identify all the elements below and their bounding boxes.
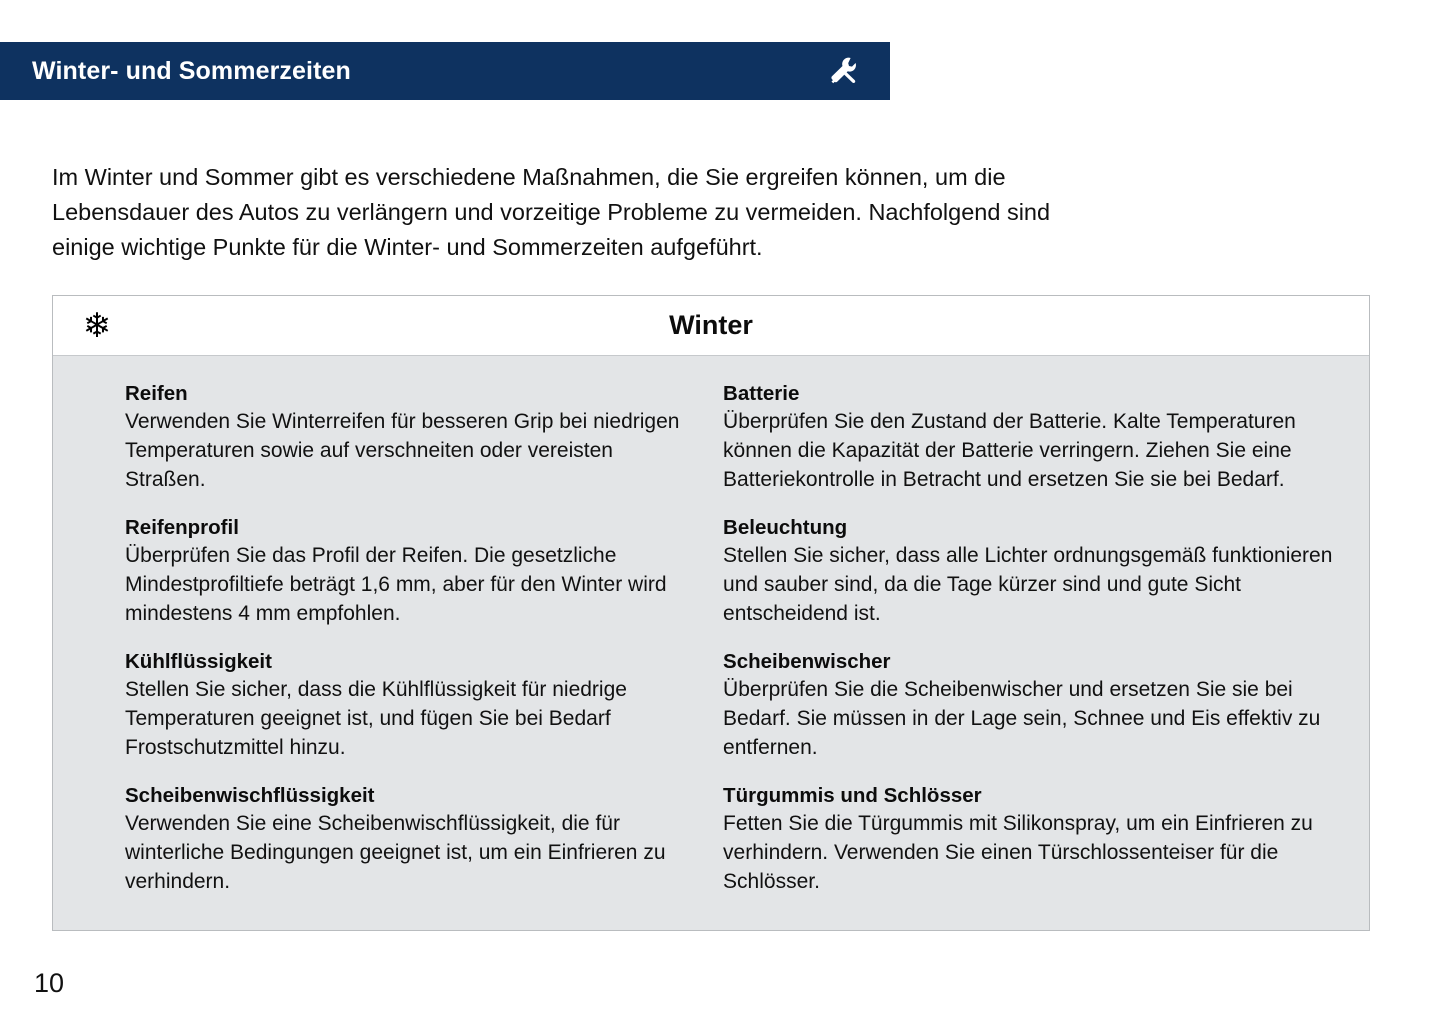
page-number: 10 [34, 968, 65, 998]
item-title: Türgummis und Schlösser [723, 784, 982, 807]
winter-panel-body [53, 356, 1369, 930]
tools-icon [826, 54, 860, 88]
item-title: Batterie [723, 382, 800, 405]
item-title: Scheibenwischer [723, 650, 891, 673]
winter-left-column [53, 382, 707, 896]
page-title: Winter- und Sommerzeiten [32, 56, 351, 85]
section-header-bar [0, 42, 890, 100]
list-item [723, 784, 1339, 896]
winter-panel-title: Winter [669, 310, 753, 340]
intro-paragraph: Im Winter und Sommer gibt es verschiedene Maßnahmen, die Sie ergreifen können, um die Lebensdauer des Autos zu verlängern und vorzeitige Probleme zu vermeiden. Nachfolgend sind einige wichtige Punkte für die Winter- und Sommerzeiten aufgeführt. [52, 163, 1051, 260]
winter-right-column [707, 382, 1369, 896]
item-title: Scheibenwischflüssigkeit [125, 784, 375, 807]
item-title: Kühlflüssigkeit [125, 650, 272, 673]
item-title: Beleuchtung [723, 516, 848, 539]
item-text: Verwenden Sie eine Scheibenwischflüssigkeit, die für winterliche Bedingungen geeignet ist, um ein Einfrieren zu verhindern. [125, 812, 666, 893]
item-text: Verwenden Sie Winterreifen für besseren Grip bei niedrigen Temperaturen sowie auf verschneiten oder vereisten Straßen. [125, 410, 680, 491]
winter-panel-header [53, 296, 1369, 356]
winter-panel [52, 295, 1370, 931]
item-text: Stellen Sie sicher, dass alle Lichter ordnungsgemäß funktionieren und sauber sind, da die Tage kürzer sind und gute Sicht entscheidend ist. [723, 544, 1333, 625]
item-title: Reifen [125, 382, 188, 405]
item-text: Stellen Sie sicher, dass die Kühlflüssigkeit für niedrige Temperaturen geeignet ist, und fügen Sie bei Bedarf Frostschutzmittel hinzu. [125, 678, 627, 759]
snowflake-icon: ❄ [82, 306, 112, 345]
list-item [723, 516, 1339, 628]
item-text: Überprüfen Sie den Zustand der Batterie. Kalte Temperaturen können die Kapazität der Batterie verringern. Ziehen Sie eine Batteriekontrolle in Betracht und ersetzen Sie sie bei Bedarf. [723, 410, 1296, 491]
item-text: Überprüfen Sie das Profil der Reifen. Die gesetzliche Mindestprofiltiefe beträgt 1,6 mm, aber für den Winter wird mindestens 4 mm empfohlen. [125, 544, 667, 625]
list-item [723, 650, 1339, 762]
list-item [125, 650, 687, 762]
list-item [125, 516, 687, 628]
item-text: Überprüfen Sie die Scheibenwischer und ersetzen Sie sie bei Bedarf. Sie müssen in der Lage sein, Schnee und Eis effektiv zu entfernen. [723, 678, 1321, 759]
list-item [125, 784, 687, 896]
item-title: Reifenprofil [125, 516, 239, 539]
item-text: Fetten Sie die Türgummis mit Silikonspray, um ein Einfrieren zu verhindern. Verwenden Sie einen Türschlossenteiser für die Schlösser. [723, 812, 1313, 893]
list-item [723, 382, 1339, 494]
list-item [125, 382, 687, 494]
